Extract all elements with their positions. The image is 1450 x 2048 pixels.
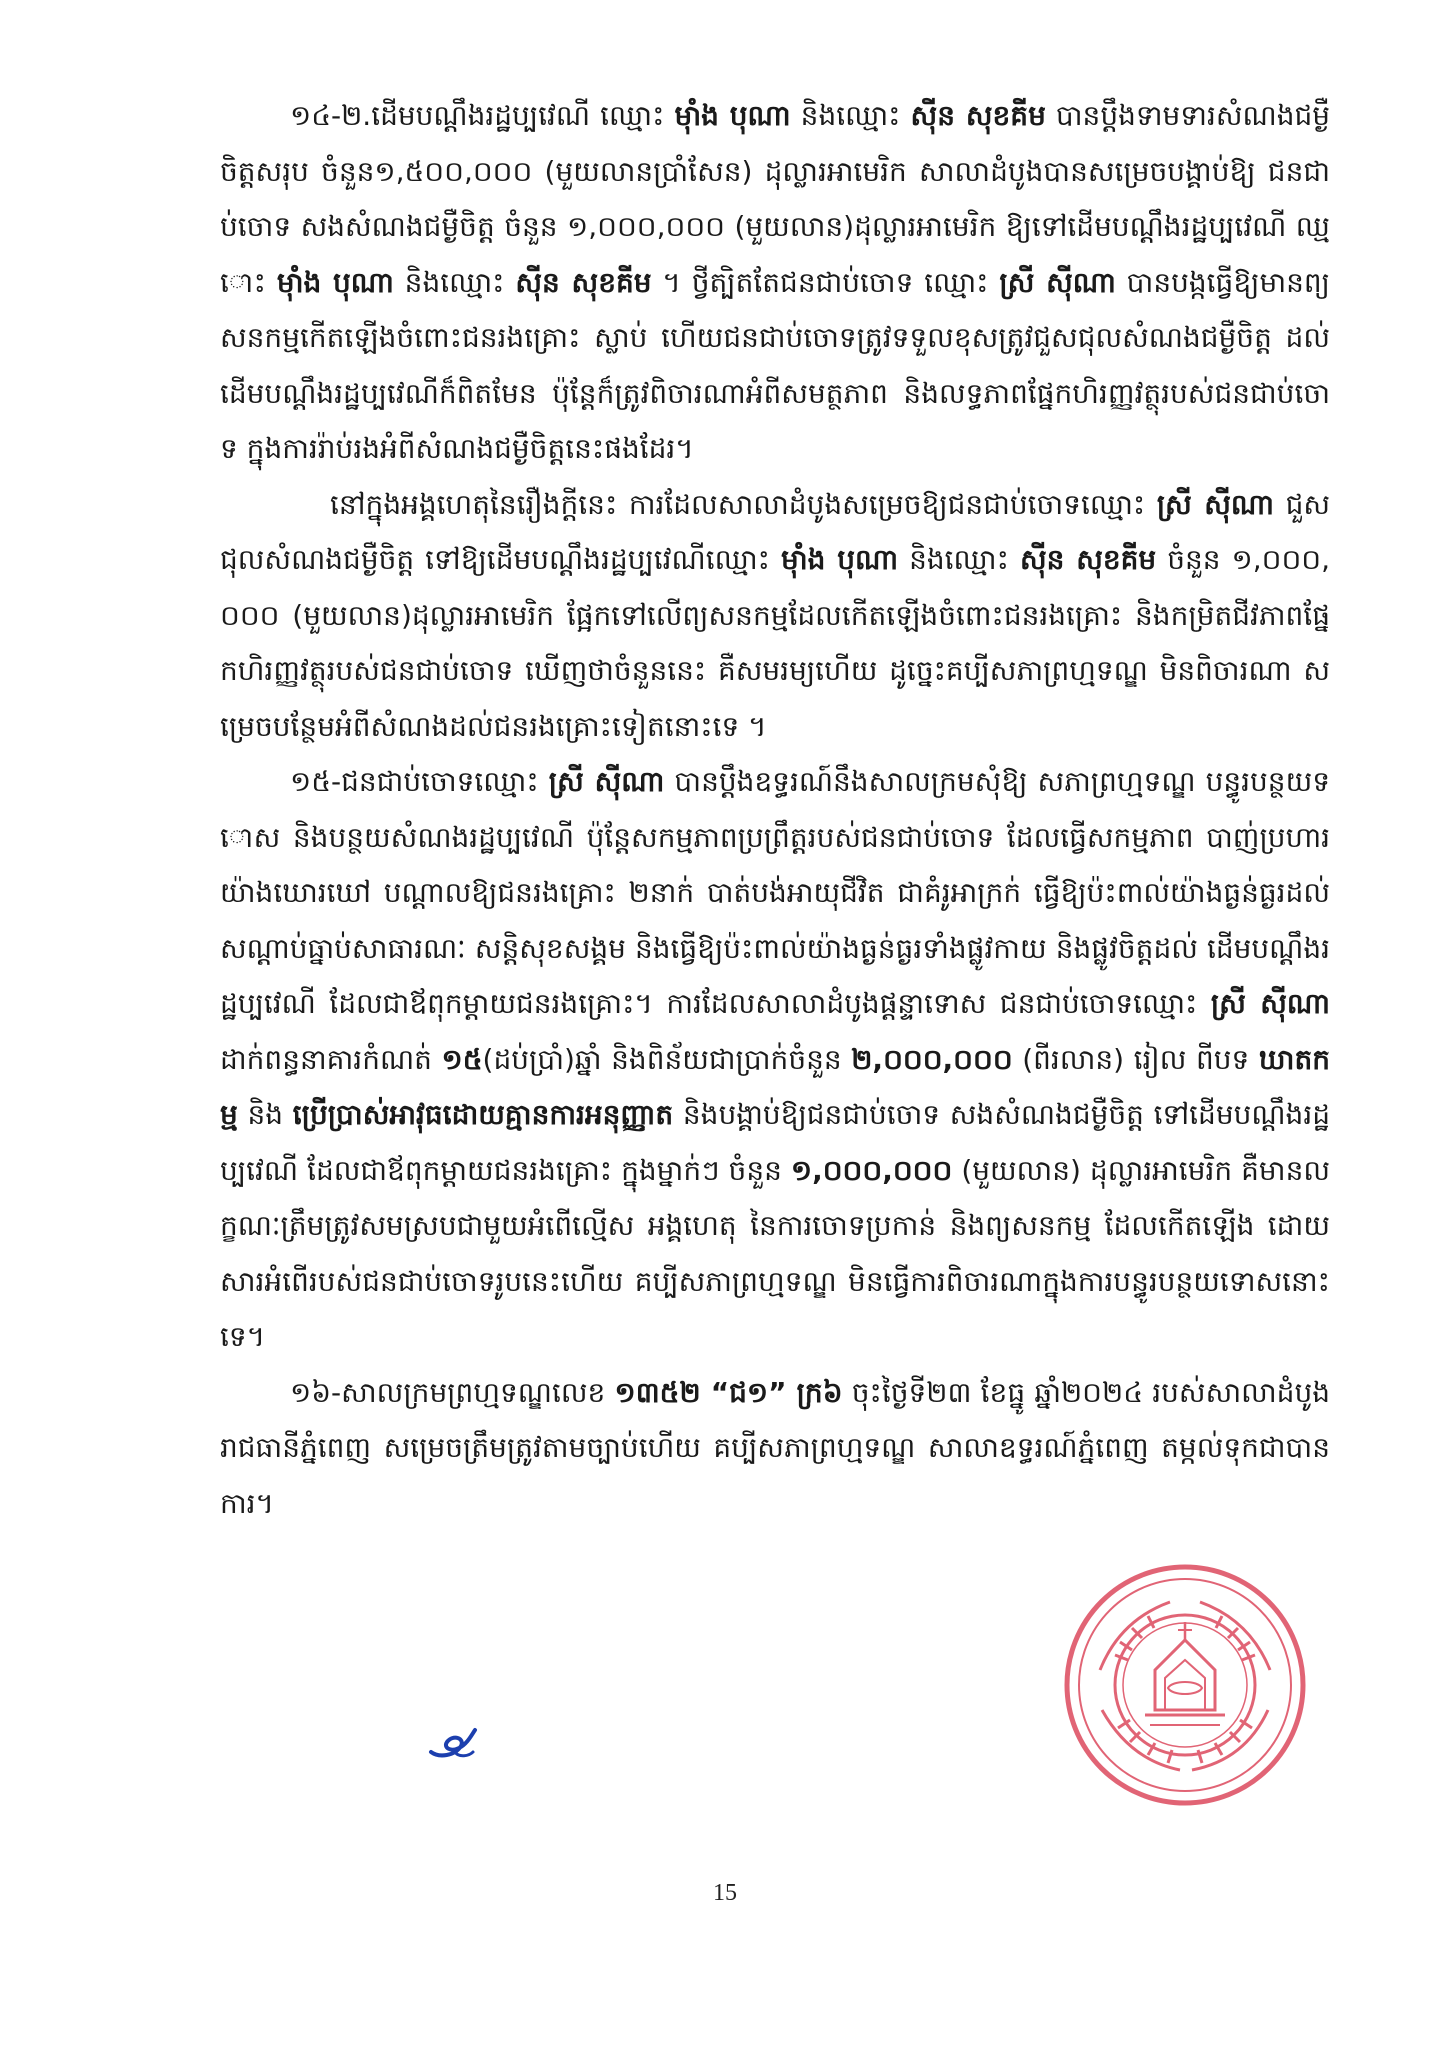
- text-run: នៅក្នុងអង្គហេតុនៃរឿងក្តីនេះ ការដែលសាលាដំបូងសម្រេចឱ្យជនជាប់ចោទឈ្មោះ: [330, 487, 1157, 521]
- bold-text-run: ស្រី ស៊ីណា: [1210, 987, 1330, 1020]
- text-run: ។ ថ្វីត្បិតតែជនជាប់ចោទ ឈ្មោះ: [651, 265, 1000, 299]
- text-run: ១៦-សាលក្រមព្រហ្មទណ្ឌលេខ: [290, 1375, 615, 1409]
- text-run: និងឈ្មោះ: [790, 99, 911, 132]
- court-seal: [1060, 1560, 1310, 1810]
- text-run: និង: [237, 1098, 293, 1131]
- text-run: (ពីរលាន) រៀល ពីបទ: [1012, 1042, 1259, 1076]
- text-run: ចុះថ្ងៃទី២៣ ខែធ្នូ ឆ្នាំ២០២៤ របស់សាលាដំបូងរាជធានីភ្នំពេញ សម្រេចត្រឹមត្រូវតាមច្បាប់ហើយ គប្បីសភាព្រហ្មទណ្ឌ សាលាឧទ្ធរណ៍ភ្នំពេញ តម្កល់ទុកជាបានការ។: [220, 1375, 1331, 1520]
- bold-text-run: ស៊ីន សុខគីម: [515, 265, 652, 299]
- document-body: [220, 88, 1330, 1531]
- text-run: បានបង្កធ្វើឱ្យមានព្យសនកម្មកើតឡើងចំពោះជនរងគ្រោះ ស្លាប់ ហើយជនជាប់ចោទត្រូវទទួលខុសត្រូវជួសជុលសំណងជម្ងឺចិត្ត ដល់ដើមបណ្តឹងរដ្ឋប្បវេណីក៏ពិតមែន ប៉ុន្តែក៏ត្រូវពិចារណាអំពីសមត្ថភាព និងលទ្ធភាពផ្នែកហិរញ្ញវត្ថុរបស់ជនជាប់ចោទ ក្នុងការរ៉ាប់រងអំពីសំណងជម្ងឺចិត្តនេះផងដែរ។: [220, 265, 1330, 465]
- text-run: និងឈ្មោះ: [393, 265, 516, 299]
- text-run: ដាក់ពន្ធនាគារកំណត់: [220, 1042, 442, 1076]
- bold-text-run: ម៉ាំង បុណា: [674, 99, 791, 132]
- page-number: 15: [713, 1880, 737, 1906]
- bold-text-run: ១៣៥២ “ជ១” ក្រ៦: [614, 1375, 843, 1409]
- bold-text-run: ស្រី ស៊ីណា: [999, 265, 1116, 299]
- paragraph-14-2: [220, 88, 1330, 477]
- bold-text-run: ស៊ីន សុខគីម: [1019, 543, 1157, 576]
- text-run: បានប្តឹងឧទ្ធរណ៍នឹងសាលក្រមសុំឱ្យ សភាព្រហ្មទណ្ឌ បន្ធូរបន្ថយទោស និងបន្ថយសំណងរដ្ឋប្បវេណី ប៉ុន្តែសកម្មភាពប្រព្រឹត្តរបស់ជនជាប់ចោទ ដែលធ្វើសកម្មភាព បាញ់ប្រហារយ៉ាងឃោរឃៅ បណ្តាលឱ្យជនរងគ្រោះ ២នាក់ បាត់បង់អាយុជីវិត ជាគំរូអាក្រក់ ធ្វើឱ្យប៉ះពាល់យ៉ាងធ្ងន់ធ្ងរដល់សណ្តាប់ធ្នាប់សាធារណៈ សន្តិសុខសង្គម និងធ្វើឱ្យប៉ះពាល់យ៉ាងធ្ងន់ធ្ងរទាំងផ្លូវកាយ និងផ្លូវចិត្តដល់ ដើមបណ្តឹងរដ្ឋប្បវេណី ដែលជាឪពុកម្តាយជនរងគ្រោះ។ ការដែលសាលាដំបូងផ្តន្ទាទោស ជនជាប់ចោទឈ្មោះ: [220, 765, 1331, 1020]
- paragraph-14-2-conclusion: [220, 477, 1330, 755]
- paragraph-16: [220, 1365, 1330, 1532]
- bold-text-run: ១៥: [441, 1042, 483, 1076]
- bold-text-run: ស៊ីន សុខគីម: [910, 99, 1046, 132]
- bold-text-run: ២,០០០,០០០: [851, 1042, 1013, 1076]
- text-run: និងបង្គាប់ឱ្យជនជាប់ចោទ សងសំណងជម្ងឺចិត្ត ទៅដើមបណ្តឹងរដ្ឋប្បវេណី ដែលជាឪពុកម្តាយជនរងគ្រោះ ក្នុងម្នាក់ៗ ចំនួន: [220, 1098, 1330, 1187]
- bold-text-run: ប្រើប្រាស់អាវុធដោយគ្មានការអនុញ្ញាត: [292, 1098, 674, 1131]
- paragraph-15: [220, 754, 1330, 1365]
- text-run: (មួយលាន) ដុល្លារអាមេរិក គឺមានលក្ខណៈត្រឹមត្រូវសមស្របជាមួយអំពើល្មើស អង្គហេតុ នៃការចោទប្រកាន់ និងព្យសនកម្ម ដែលកើតឡើង ដោយសារអំពើរបស់ជនជាប់ចោទរូបនេះហើយ គប្បីសភាព្រហ្មទណ្ឌ មិនធ្វើការពិចារណាក្នុងការបន្ធូរបន្ថយទោសនោះទេ។: [220, 1153, 1330, 1353]
- bold-text-run: ស្រី ស៊ីណា: [548, 765, 665, 798]
- text-run: បានប្តឹងទាមទារសំណងជម្ងឺចិត្តសរុប ចំនួន១,៥០០,០០០ (មួយលានប្រាំសែន) ដុល្លារអាមេរិក សាលាដំបូងបានសម្រេចបង្គាប់ឱ្យ ជនជាប់ចោទ សងសំណងជម្ងឺចិត្ត ចំនួន ១,០០០,០០០ (មួយលាន)ដុល្លារអាមេរិក ឱ្យទៅដើមបណ្តឹងរដ្ឋប្បវេណី ឈ្មោះ: [220, 99, 1331, 299]
- bold-text-run: ម៉ាំង បុណា: [780, 543, 899, 576]
- text-run: ចំនួន ១,០០០,០០០ (មួយលាន)ដុល្លារអាមេរិក ផ្អែកទៅលើព្យសនកម្មដែលកើតឡើងចំពោះជនរងគ្រោះ និងកម្រិតជីវភាពផ្នែកហិរញ្ញវត្ថុរបស់ជនជាប់ចោទ ឃើញថាចំនួននេះ គឺសមរម្យហើយ ដូច្នេះគប្បីសភាព្រហ្មទណ្ឌ មិនពិចារណា សម្រេចបន្ថែមអំពីសំណងដល់ជនរងគ្រោះទៀតនោះទេ ។: [220, 543, 1331, 743]
- text-run: និងឈ្មោះ: [898, 543, 1020, 576]
- bold-text-run: ១,០០០,០០០: [790, 1153, 953, 1187]
- bold-text-run: ឃាតកម្ម: [220, 1042, 1330, 1131]
- text-run: ១៥-ជនជាប់ចោទឈ្មោះ: [290, 765, 549, 798]
- handwritten-initial: [425, 1722, 480, 1762]
- text-run: ជួសជុលសំណងជម្ងឺចិត្ត ទៅឱ្យដើមបណ្តឹងរដ្ឋប្បវេណីឈ្មោះ: [220, 487, 1331, 576]
- text-run: ១៤-២.ដើមបណ្តឹងរដ្ឋប្បវេណី ឈ្មោះ: [290, 99, 675, 132]
- bold-text-run: ម៉ាំង បុណា: [276, 265, 394, 299]
- text-run: (ដប់ប្រាំ)ឆ្នាំ និងពិន័យជាប្រាក់ចំនួន: [482, 1042, 852, 1076]
- bold-text-run: ស្រី ស៊ីណា: [1156, 487, 1274, 521]
